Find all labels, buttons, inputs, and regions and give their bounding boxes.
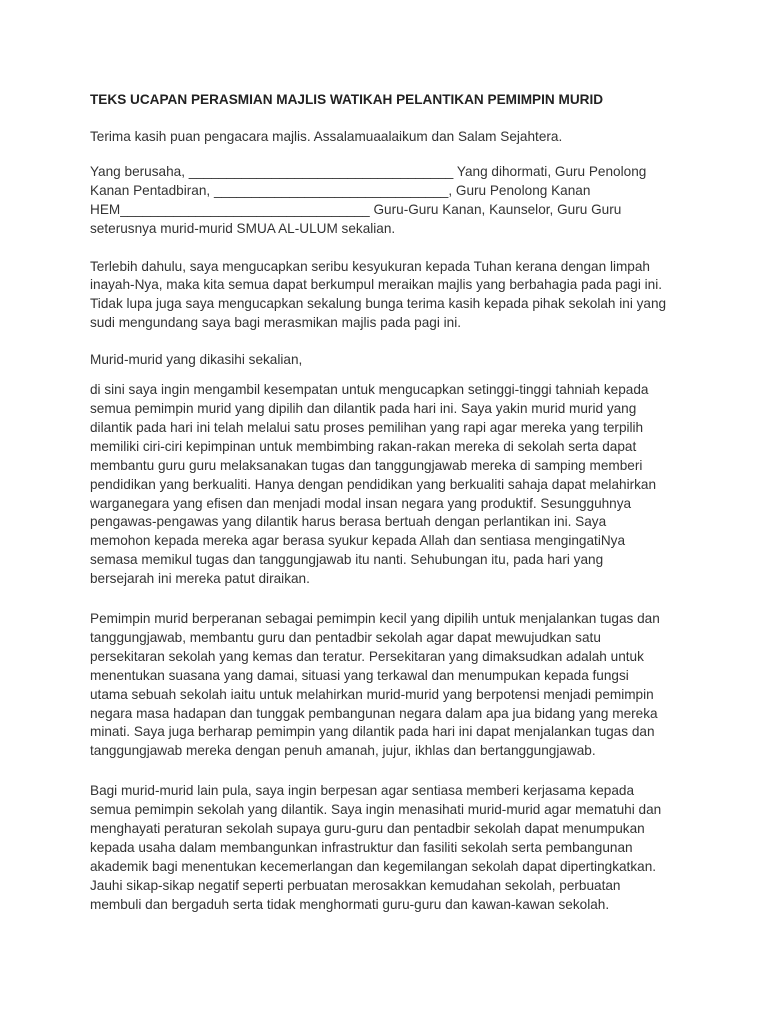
- text-line: Pemimpin murid berperanan sebagai pemimpin kecil yang dipilih untuk menjalankan tugas dan: [90, 611, 660, 627]
- paragraph: [90, 351, 680, 370]
- paragraph: [90, 381, 680, 589]
- text-line: bersejarah ini mereka patut diraikan.: [90, 571, 310, 587]
- text-line: Kanan Pentadbiran, _______________________________, Guru Penolong Kanan: [90, 182, 591, 198]
- text-line: Bagi murid-murid lain pula, saya ingin berpesan agar sentiasa memberi kerjasama kepada: [90, 783, 635, 799]
- text-line: inayah-Nya, maka kita semua dapat berkumpul meraikan majlis yang berbahagia pada pagi ini.: [90, 277, 663, 293]
- text-line: membuli dan bergaduh serta tidak menghormati guru-guru dan kawan-kawan sekolah.: [90, 896, 610, 912]
- text-line: minati. Saya juga berharap pemimpin yang dilantik pada hari ini dapat menjalankan tugas dan: [90, 724, 655, 740]
- paragraph: [90, 782, 680, 914]
- document-body: [90, 128, 680, 915]
- paragraph: [90, 258, 680, 334]
- text-line: tanggungjawab, membantu guru dan pentadbir sekolah agar dapat mewujudkan satu: [90, 629, 601, 645]
- text-line: utama sebuah sekolah iaitu untuk melahirkan murid-murid yang berpotensi menjadi pemimpin: [90, 686, 654, 702]
- paragraph: [90, 163, 680, 239]
- text-line: Jauhi sikap-sikap negatif seperti perbuatan merosakkan kemudahan sekolah, perbuatan: [90, 877, 621, 893]
- text-line: Yang berusaha, ___________________________________ Yang dihormati, Guru Penolong: [90, 163, 647, 179]
- text-line: seterusnya murid-murid SMUA AL-ULUM sekalian.: [90, 220, 396, 236]
- text-line: Terima kasih puan pengacara majlis. Assalamuaalaikum dan Salam Sejahtera.: [90, 129, 563, 144]
- paragraph: [90, 128, 680, 147]
- text-line: HEM_________________________________ Guru-Guru Kanan, Kaunselor, Guru Guru: [90, 201, 622, 217]
- text-line: memiliki ciri-ciri kepimpinan untuk membimbing rakan-rakan mereka di sekolah serta dapat: [90, 438, 637, 454]
- text-line: Murid-murid yang dikasihi sekalian,: [90, 352, 303, 368]
- text-line: sudi mengundang saya bagi merasmikan majlis pada pagi ini.: [90, 315, 462, 331]
- text-line: membantu guru guru melaksanakan tugas dan tanggungjawab mereka di samping memberi: [90, 457, 643, 473]
- text-line: akademik bagi menentukan kecemerlangan dan kegemilangan sekolah dapat dipertingkatkan.: [90, 858, 657, 874]
- text-line: Terlebih dahulu, saya mengucapkan seribu kesyukuran kepada Tuhan kerana dengan limpah: [90, 258, 650, 274]
- text-line: pengawas-pengawas yang dilantik harus berasa bertuah dengan perlantikan ini. Saya: [90, 514, 607, 530]
- text-line: warganegara yang efisen dan menjadi modal insan negara yang produktif. Sesungguhnya: [90, 495, 632, 511]
- text-line: semasa memikul tugas dan tanggungjawab itu nanti. Sehubungan itu, pada hari yang: [90, 552, 604, 568]
- text-line: dilantik pada hari ini telah melalui satu proses pemilihan yang rapi agar mereka yang terpilih: [90, 419, 644, 435]
- text-line: persekitaran sekolah yang kemas dan teratur. Persekitaran yang dimaksudkan adalah untuk: [90, 648, 644, 664]
- text-line: menghayati peraturan sekolah supaya guru-guru dan pentadbir sekolah dapat menumpukan: [90, 821, 645, 837]
- document-page: [90, 92, 680, 915]
- text-line: menentukan suasana yang damai, situasi yang terkawal dan menumpukan kepada fungsi: [90, 667, 629, 683]
- text-line: tanggungjawab mereka dengan penuh amanah, jujur, ikhlas dan bertanggungjawab.: [90, 743, 596, 759]
- text-line: pendidikan yang berkualiti. Hanya dengan pendidikan yang berkualiti sahaja dapat melahirkan: [90, 476, 657, 492]
- text-line: semua pemimpin murid yang dipilih dan dilantik pada hari ini. Saya yakin murid murid yang: [90, 400, 637, 416]
- text-line: di sini saya ingin mengambil kesempatan untuk mengucapkan setinggi-tinggi tahniah kepada: [90, 382, 649, 398]
- text-line: kepada usaha dalam membangunkan infrastruktur dan fasiliti sekolah serta pembangunan: [90, 840, 633, 855]
- document-title: TEKS UCAPAN PERASMIAN MAJLIS WATIKAH PELANTIKAN PEMIMPIN MURID: [90, 92, 604, 107]
- paragraph: [90, 610, 680, 761]
- text-line: memohon kepada mereka agar berasa syukur kepada Allah dan sentiasa mengingatiNya: [90, 533, 626, 549]
- text-line: Tidak lupa juga saya mengucapkan sekalung bunga terima kasih kepada pihak sekolah ini yang: [90, 296, 667, 312]
- text-line: negara masa hadapan dan tunggak pembangunan negara dalam apa jua bidang yang mereka: [90, 705, 658, 721]
- text-line: semua pemimpin sekolah yang dilantik. Saya ingin menasihati murid-murid agar mematuhi dan: [90, 802, 662, 818]
